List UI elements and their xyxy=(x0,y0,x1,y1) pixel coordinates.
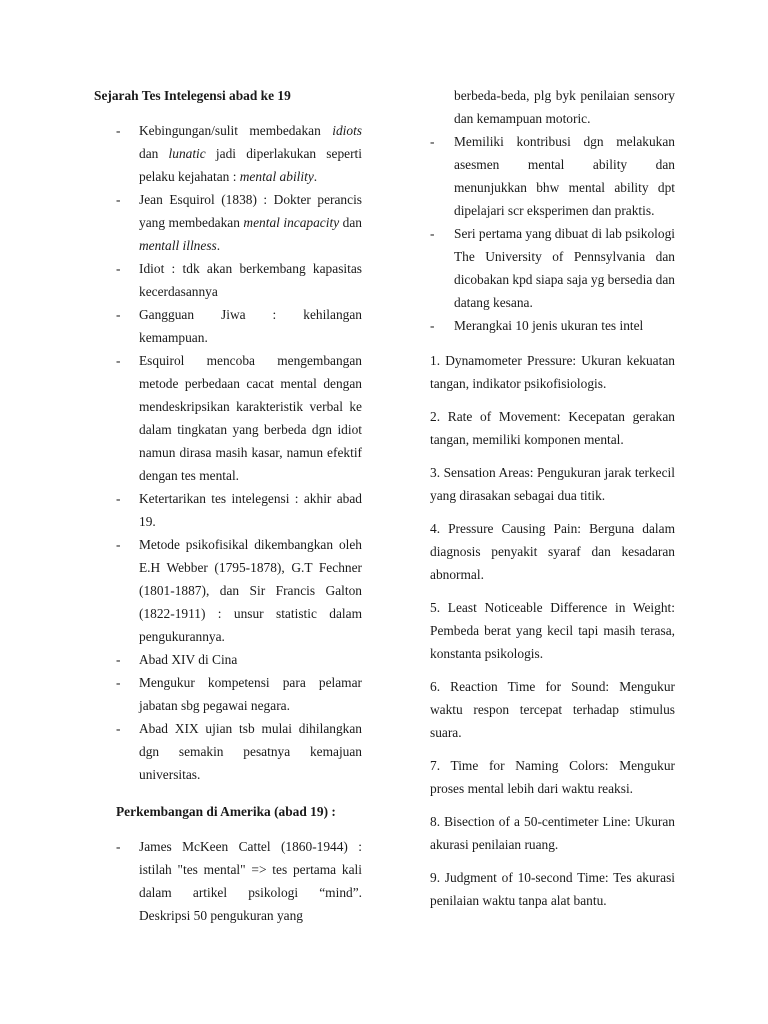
item-emphasis: mentall illness xyxy=(139,238,217,253)
left-column xyxy=(94,84,362,927)
list-item xyxy=(430,130,675,222)
dash-marker: - xyxy=(116,261,121,276)
item-text: Jean Esquirol (1838) : Dokter perancis yang membedakan xyxy=(139,192,362,230)
item-text: jadi diperlakukan seperti pelaku kejahatan : xyxy=(139,146,362,184)
item-text: . xyxy=(313,169,318,184)
dash-marker: - xyxy=(116,537,121,552)
dash-marker: - xyxy=(116,652,121,667)
numbered-item: 2. Rate of Movement: Kecepatan gerakan tangan, memiliki komponen mental. xyxy=(430,409,675,447)
list-item xyxy=(94,671,362,717)
list-item xyxy=(94,303,362,349)
numbered-item: 5. Least Noticeable Difference in Weight: Pembeda berat yang kecil tapi masih terasa, konstanta psikologis. xyxy=(430,600,675,661)
dash-marker: - xyxy=(116,839,121,854)
continued-text: berbeda-beda, plg byk penilaian sensory dan kemampuan motoric. xyxy=(454,88,675,126)
item-text: Gangguan Jiwa : kehilangan kemampuan. xyxy=(139,307,362,345)
subsection-heading: Perkembangan di Amerika (abad 19) : xyxy=(116,804,336,819)
item-emphasis: idiots xyxy=(332,123,362,138)
item-text: Mengukur kompetensi para pelamar jabatan sbg pegawai negara. xyxy=(139,675,362,713)
item-text: Idiot : tdk akan berkembang kapasitas kecerdasannya xyxy=(139,261,362,299)
list-item xyxy=(94,648,362,671)
item-emphasis: lunatic xyxy=(168,146,206,161)
item-text: Ketertarikan tes intelegensi : akhir abad 19. xyxy=(139,491,362,529)
list-item xyxy=(94,257,362,303)
item-text: Merangkai 10 jenis ukuran tes intel xyxy=(454,318,644,333)
dash-marker: - xyxy=(430,134,435,149)
list-item xyxy=(94,188,362,257)
dash-marker: - xyxy=(116,192,121,207)
list-item xyxy=(94,119,362,188)
item-text: . xyxy=(216,238,221,253)
list-item xyxy=(94,835,362,927)
dash-marker: - xyxy=(116,123,121,138)
item-text: James McKeen Cattel (1860-1944) : istilah "tes mental" => tes pertama kali dalam artikel psikologi “mind”. Deskripsi 50 pengukuran yang xyxy=(139,839,362,923)
list-item xyxy=(94,717,362,786)
list-item xyxy=(94,533,362,648)
numbered-test-list xyxy=(430,349,675,912)
item-emphasis: mental ability xyxy=(239,169,314,184)
item-text: Metode psikofisikal dikembangkan oleh E.H Webber (1795-1878), G.T Fechner (1801-1887), dan Sir Francis Galton (1822-1911) : unsur statistic dalam pengukurannya. xyxy=(139,537,362,644)
item-emphasis: mental incapacity xyxy=(243,215,340,230)
dash-marker: - xyxy=(116,353,121,368)
item-text: Abad XIX ujian tsb mulai dihilangkan dgn semakin pesatnya kemajuan universitas. xyxy=(139,721,362,782)
dash-marker: - xyxy=(116,721,121,736)
dash-marker: - xyxy=(116,491,121,506)
numbered-item: 7. Time for Naming Colors: Mengukur proses mental lebih dari waktu reaksi. xyxy=(430,758,675,796)
list-item xyxy=(430,222,675,314)
numbered-item: 8. Bisection of a 50-centimeter Line: Ukuran akurasi penilaian ruang. xyxy=(430,814,675,852)
right-column xyxy=(430,84,675,922)
item-text: Seri pertama yang dibuat di lab psikologi The University of Pennsylvania dan dicobakan kpd siapa saja yg bersedia dan datang kesana. xyxy=(454,226,675,310)
numbered-item: 4. Pressure Causing Pain: Berguna dalam diagnosis penyakit syaraf dan kesadaran abnormal. xyxy=(430,521,675,582)
numbered-item: 1. Dynamometer Pressure: Ukuran kekuatan tangan, indikator psikofisiologis. xyxy=(430,353,675,391)
item-text: dan xyxy=(339,215,362,230)
numbered-item: 9. Judgment of 10-second Time: Tes akurasi penilaian waktu tanpa alat bantu. xyxy=(430,870,675,908)
numbered-item: 3. Sensation Areas: Pengukuran jarak terkecil yang dirasakan sebagai dua titik. xyxy=(430,465,675,503)
list-item xyxy=(430,314,675,337)
item-text: Abad XIV di Cina xyxy=(139,652,238,667)
america-list xyxy=(94,835,362,927)
list-item xyxy=(94,487,362,533)
numbered-item: 6. Reaction Time for Sound: Mengukur waktu respon tercepat terhadap stimulus suara. xyxy=(430,679,675,740)
cattel-list xyxy=(430,130,675,337)
history-list xyxy=(94,119,362,786)
dash-marker: - xyxy=(116,675,121,690)
section-heading: Sejarah Tes Intelegensi abad ke 19 xyxy=(94,88,291,103)
list-item xyxy=(94,349,362,487)
dash-marker: - xyxy=(116,307,121,322)
item-text: Esquirol mencoba mengembangan metode perbedaan cacat mental dengan mendeskripsikan karakteristik verbal ke dalam tingkatan yang berbeda dgn idiot namun dirasa masih kasar, namun efektif dengan tes mental. xyxy=(139,353,362,483)
item-text: Kebingungan/sulit membedakan xyxy=(139,123,333,138)
dash-marker: - xyxy=(430,318,435,333)
item-text: dan xyxy=(139,146,169,161)
dash-marker: - xyxy=(430,226,435,241)
item-text: Memiliki kontribusi dgn melakukan asesmen mental ability dan menunjukkan bhw mental ability dpt dipelajari scr eksperimen dan praktis. xyxy=(454,134,675,218)
